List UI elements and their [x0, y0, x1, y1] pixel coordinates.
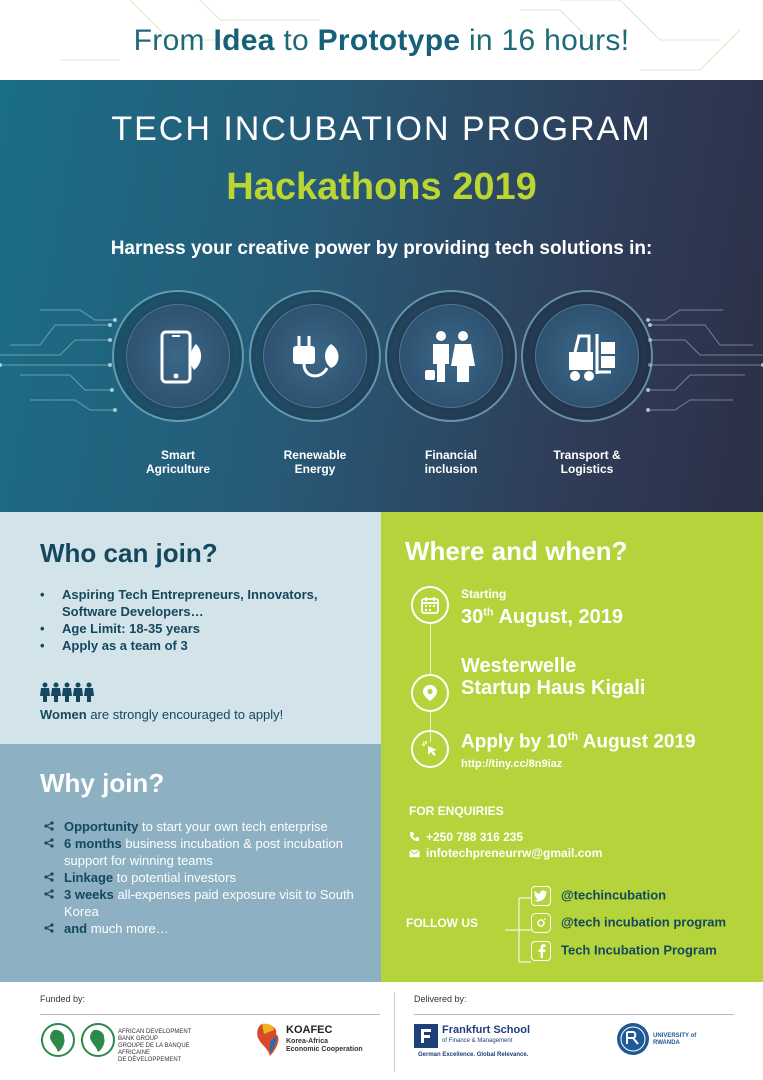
why-list	[44, 818, 364, 937]
where-heading: Where and when?	[405, 536, 628, 566]
share-icon	[44, 872, 54, 882]
list-item: 6 months business incubation & post incubation support for winning teams	[44, 835, 364, 869]
share-icon	[44, 923, 54, 933]
program-title: TECH INCUBATION PROGRAM	[111, 110, 652, 148]
email-icon	[409, 849, 420, 858]
sector-circle-transport	[521, 290, 653, 422]
why-join-panel	[0, 744, 381, 982]
venue: Westerwelle Startup Haus Kigali	[461, 655, 646, 699]
apply-link[interactable]: http://tiny.cc/8n9iaz	[461, 758, 563, 770]
funded-label: Funded by:	[40, 994, 86, 1004]
harness-text: Harness your creative power by providing tech solutions in:	[110, 238, 653, 259]
apply-deadline: Apply by 10th August 2019	[461, 731, 696, 753]
tagline-idea: Idea	[213, 24, 275, 57]
tagline: From Idea to Prototype in 16 hours!	[133, 24, 630, 57]
frankfurt-school-logo-icon	[414, 1024, 438, 1048]
calendar-icon-circle	[411, 586, 449, 624]
people-icon	[417, 322, 489, 394]
facebook-row[interactable]: Tech Incubation Program	[531, 941, 717, 961]
sector-label-agriculture: Smart Agriculture	[145, 448, 210, 476]
sector-label-transport: Transport & Logistics	[553, 448, 621, 476]
koafec-africa-icon	[254, 1022, 284, 1058]
who-list	[40, 586, 360, 654]
women-group-icon	[40, 682, 100, 702]
afdb-logo-icon	[40, 1022, 76, 1058]
follow-bracket	[505, 894, 533, 968]
starting-label: Starting	[461, 587, 507, 601]
share-icon	[44, 821, 54, 831]
program-subtitle: Hackathons 2019	[226, 166, 537, 208]
list-item: • Apply as a team of 3	[40, 637, 360, 654]
frankfurt-school-name: Frankfurt School	[442, 1024, 531, 1036]
location-pin-icon	[421, 684, 439, 702]
tagline-prototype: Prototype	[317, 24, 461, 57]
plug-leaf-icon	[281, 322, 353, 394]
enquiries-label: FOR ENQUIRIES	[409, 804, 504, 818]
list-item: and much more…	[44, 920, 364, 937]
women-encouraged-text: Women are strongly encouraged to apply!	[40, 707, 284, 722]
delivered-label: Delivered by:	[414, 994, 467, 1004]
facebook-icon	[531, 941, 551, 961]
twitter-icon	[531, 886, 551, 906]
follow-label: FOLLOW US	[406, 916, 478, 930]
hero-section	[0, 80, 763, 512]
email-row: infotechpreneurrw@gmail.com	[409, 846, 602, 860]
university-rwanda-logo-icon	[616, 1022, 650, 1056]
share-icon	[44, 838, 54, 848]
click-icon-circle	[411, 730, 449, 768]
koafec-name: KOAFEC	[286, 1024, 333, 1036]
list-item: Opportunity to start your own tech enterprise	[44, 818, 364, 835]
instagram-row[interactable]: @tech incubation program	[531, 913, 726, 933]
koafec-text: Korea-Africa Economic Cooperation	[286, 1038, 363, 1053]
forklift-icon	[553, 322, 625, 394]
who-can-join-panel	[0, 512, 381, 744]
footer	[0, 982, 763, 1080]
location-icon-circle	[411, 674, 449, 712]
share-icon	[44, 889, 54, 899]
why-heading: Why join?	[40, 768, 165, 798]
sector-circle-agriculture	[112, 290, 244, 422]
top-banner	[0, 0, 763, 80]
university-rwanda-text: UNIVERSITY of RWANDA	[653, 1033, 697, 1046]
sector-label-finance: Financial inclusion	[424, 448, 478, 476]
afdb-logo-icon-2	[80, 1022, 116, 1058]
cursor-click-icon	[421, 740, 439, 758]
afdb-text: AFRICAN DEVELOPMENT BANK GROUP GROUPE DE LA BANQUE AFRICAINE DE DÉVELOPPEMENT	[118, 1029, 192, 1063]
list-item: 3 weeks all-expenses paid exposure visit to South Korea	[44, 886, 364, 920]
smartphone-leaf-icon	[144, 322, 216, 394]
frankfurt-school-tagline: German Excellence. Global Relevance.	[418, 1052, 529, 1058]
sector-circle-finance	[385, 290, 517, 422]
sector-circle-energy	[249, 290, 381, 422]
sector-label-energy: Renewable Energy	[283, 448, 347, 476]
list-item: Linkage to potential investors	[44, 869, 364, 886]
frankfurt-school-sub: of Finance & Management	[442, 1038, 513, 1044]
start-date: 30th August, 2019	[461, 606, 623, 628]
list-item: • Age Limit: 18-35 years	[40, 620, 360, 637]
twitter-row[interactable]: @techincubation	[531, 886, 666, 906]
list-item: • Aspiring Tech Entrepreneurs, Innovators, Software Developers…	[40, 586, 360, 620]
where-when-panel	[381, 512, 763, 982]
phone-icon	[409, 831, 420, 842]
phone-row: +250 788 316 235	[409, 830, 523, 844]
calendar-icon	[421, 596, 439, 614]
who-heading: Who can join?	[40, 538, 218, 568]
instagram-icon	[531, 913, 551, 933]
